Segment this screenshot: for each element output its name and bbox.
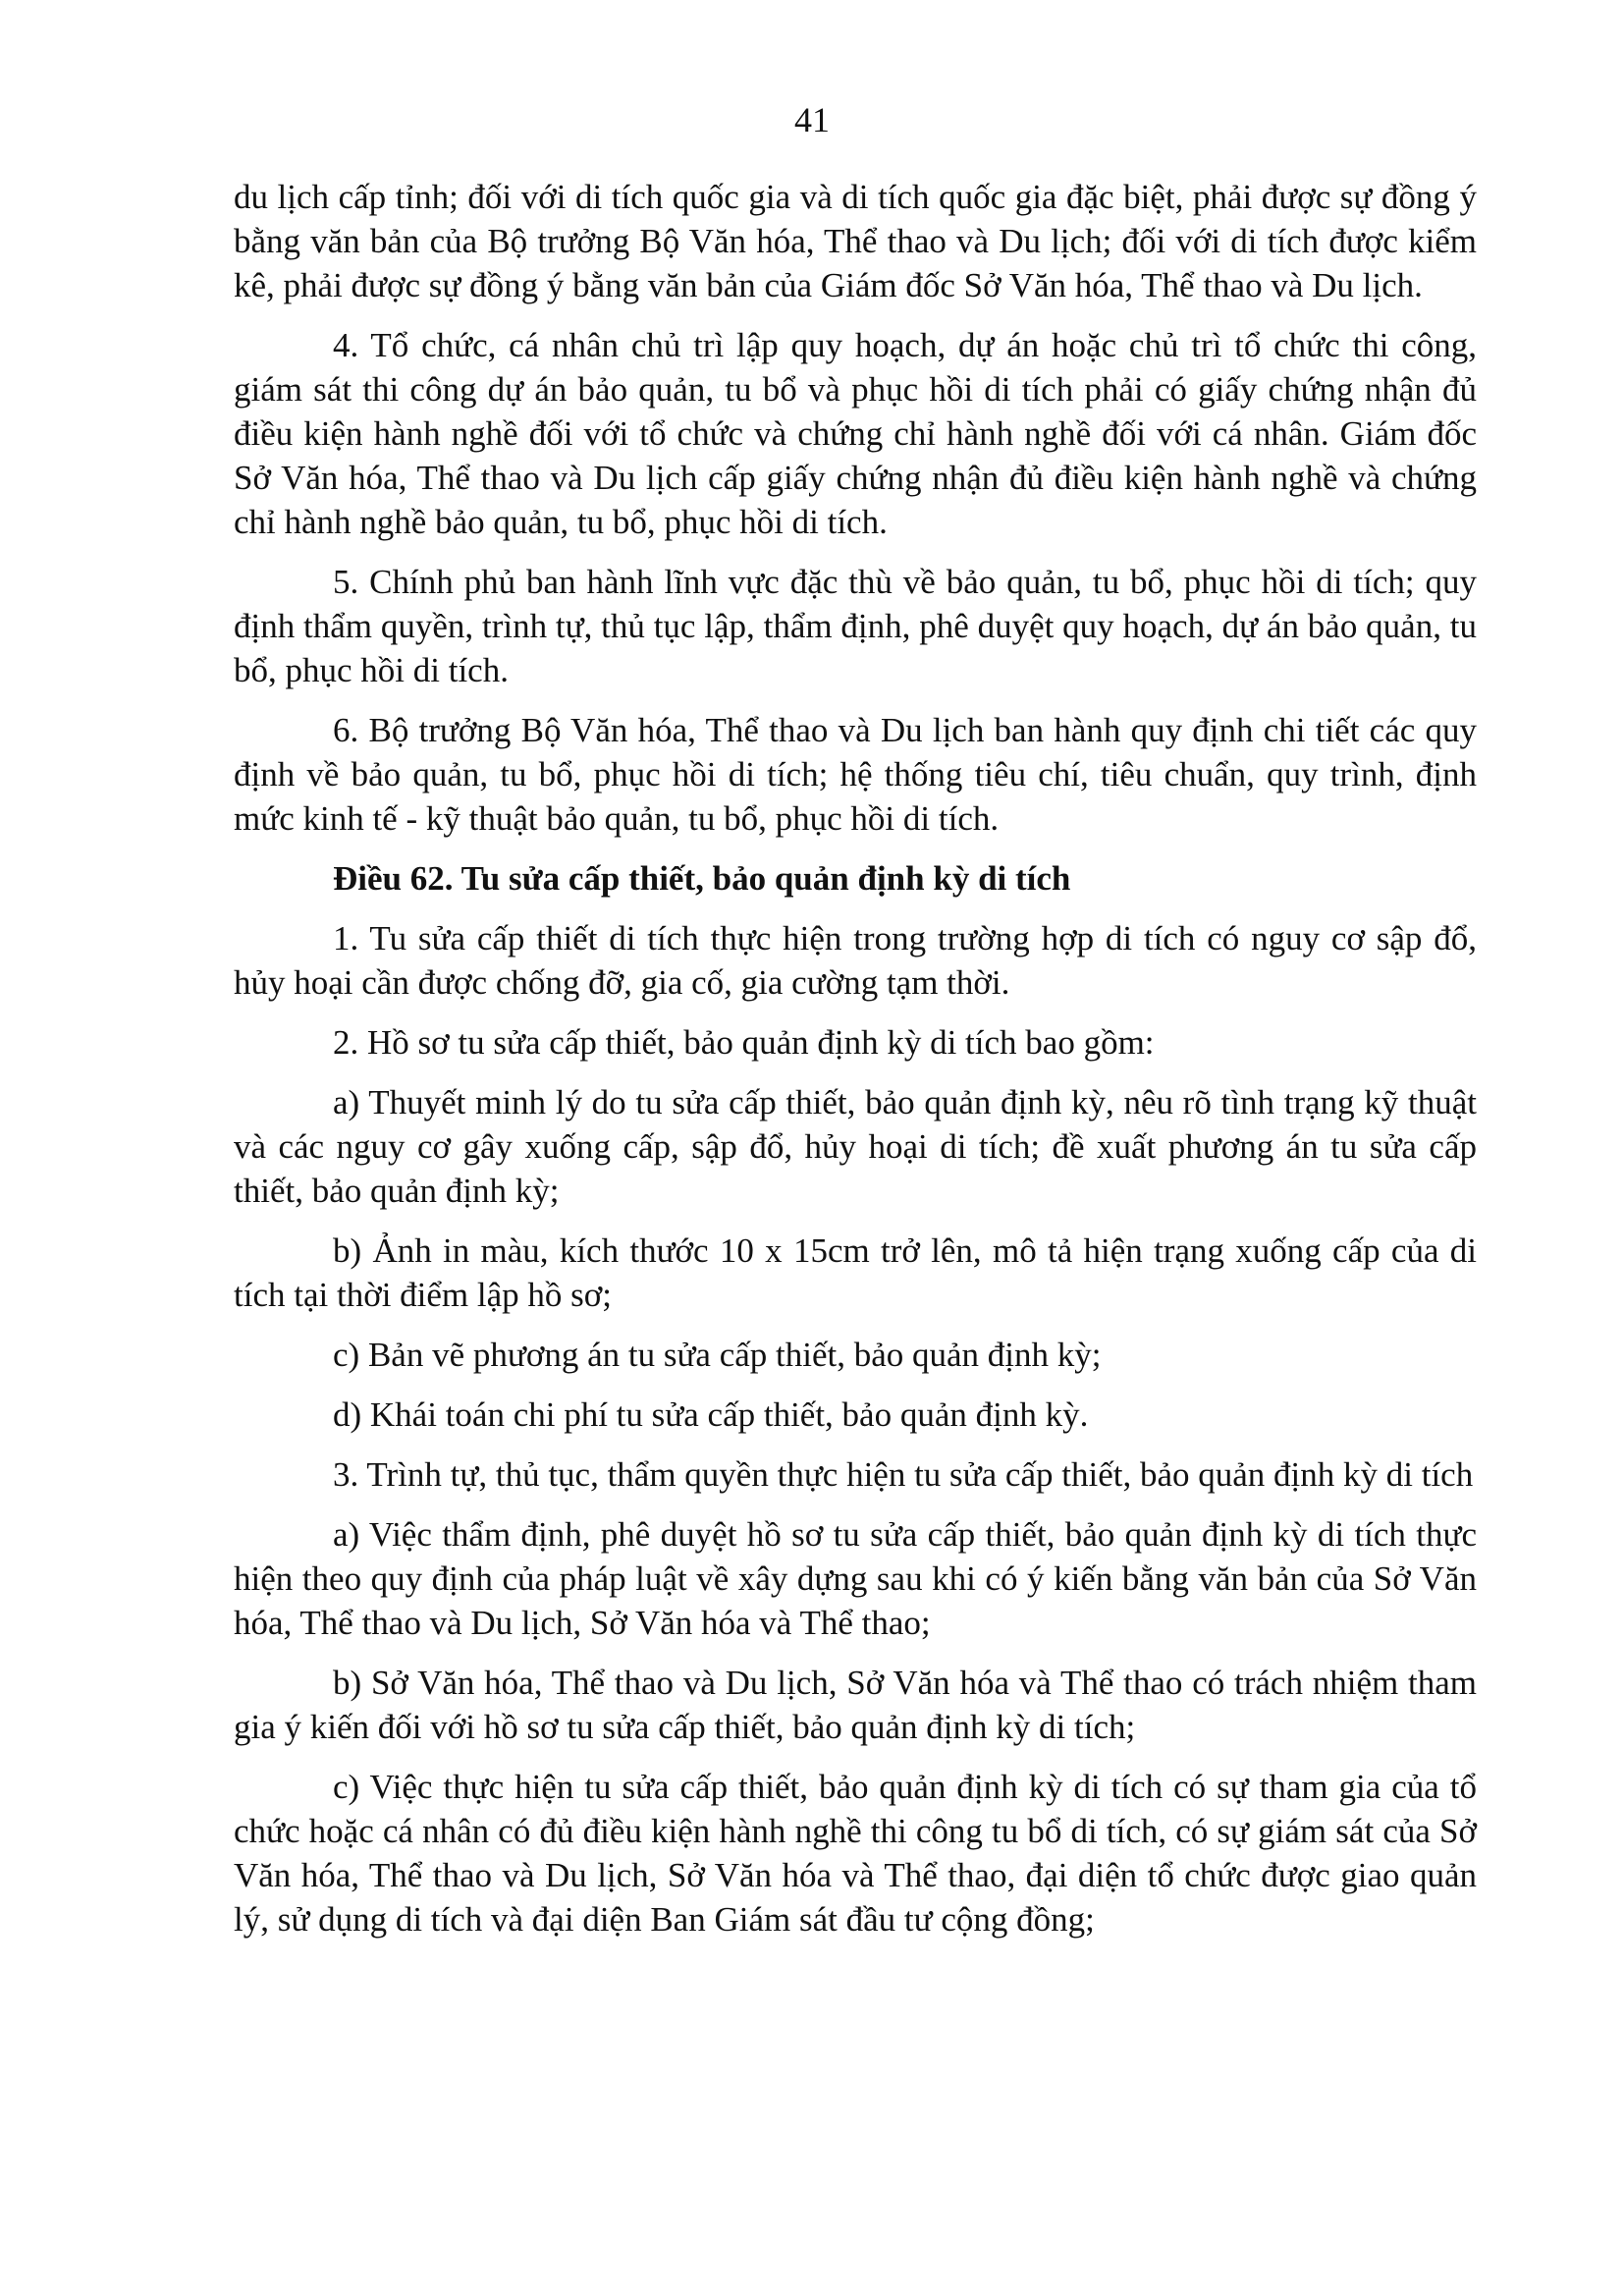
paragraph-item-2a: a) Thuyết minh lý do tu sửa cấp thiết, bảo quản định kỳ, nêu rõ tình trạng kỹ thuật và các nguy cơ gây xuống cấp, sập đổ, hủy hoại di tích; đề xuất phương án tu sửa cấp thiết, bảo quản định kỳ;	[234, 1083, 1477, 1210]
paragraph-item-2b: b) Ảnh in màu, kích thước 10 x 15cm trở lên, mô tả hiện trạng xuống cấp của di tích tại thời điểm lập hồ sơ;	[234, 1231, 1477, 1314]
paragraph-item-2c: c) Bản vẽ phương án tu sửa cấp thiết, bảo quản định kỳ;	[333, 1336, 1102, 1374]
paragraph-item-3c: c) Việc thực hiện tu sửa cấp thiết, bảo quản định kỳ di tích có sự tham gia của tổ chức hoặc cá nhân có đủ điều kiện hành nghề thi công tu bổ di tích, có sự giám sát của Sở Văn hóa, Thể thao và Du lịch, Sở Văn hóa và Thể thao, đại diện tổ chức được giao quản lý, sử dụng di tích và đại diện Ban Giám sát đầu tư cộng đồng;	[234, 1768, 1477, 1939]
paragraph-continuation: du lịch cấp tỉnh; đối với di tích quốc gia và di tích quốc gia đặc biệt, phải được sự đồng ý bằng văn bản của Bộ trưởng Bộ Văn hóa, Thể thao và Du lịch; đối với di tích được kiểm kê, phải được sự đồng ý bằng văn bản của Giám đốc Sở Văn hóa, Thể thao và Du lịch.	[234, 178, 1477, 304]
paragraph-clause-6: 6. Bộ trưởng Bộ Văn hóa, Thể thao và Du lịch ban hành quy định chi tiết các quy định về bảo quản, tu bổ, phục hồi di tích; hệ thống tiêu chí, tiêu chuẩn, quy trình, định mức kinh tế - kỹ thuật bảo quản, tu bổ, phục hồi di tích.	[234, 711, 1477, 838]
paragraph-item-2d: d) Khái toán chi phí tu sửa cấp thiết, bảo quản định kỳ.	[333, 1395, 1089, 1434]
document-body	[234, 175, 1477, 1957]
paragraph-item-3a: a) Việc thẩm định, phê duyệt hồ sơ tu sửa cấp thiết, bảo quản định kỳ di tích thực hiện theo quy định của pháp luật về xây dựng sau khi có ý kiến bằng văn bản của Sở Văn hóa, Thể thao và Du lịch, Sở Văn hóa và Thể thao;	[234, 1515, 1477, 1642]
article-heading: Điều 62. Tu sửa cấp thiết, bảo quản định kỳ di tích	[333, 859, 1071, 898]
paragraph-clause-2: 2. Hồ sơ tu sửa cấp thiết, bảo quản định kỳ di tích bao gồm:	[333, 1023, 1155, 1062]
paragraph-clause-1: 1. Tu sửa cấp thiết di tích thực hiện trong trường hợp di tích có nguy cơ sập đổ, hủy hoại cần được chống đỡ, gia cố, gia cường tạm thời.	[234, 919, 1477, 1002]
page-number: 41	[794, 100, 830, 139]
paragraph-item-3b: b) Sở Văn hóa, Thể thao và Du lịch, Sở Văn hóa và Thể thao có trách nhiệm tham gia ý kiến đối với hồ sơ tu sửa cấp thiết, bảo quản định kỳ di tích;	[234, 1664, 1477, 1746]
paragraph-clause-4: 4. Tổ chức, cá nhân chủ trì lập quy hoạch, dự án hoặc chủ trì tổ chức thi công, giám sát thi công dự án bảo quản, tu bổ và phục hồi di tích phải có giấy chứng nhận đủ điều kiện hành nghề đối với tổ chức và chứng chỉ hành nghề đối với cá nhân. Giám đốc Sở Văn hóa, Thể thao và Du lịch cấp giấy chứng nhận đủ điều kiện hành nghề và chứng chỉ hành nghề bảo quản, tu bổ, phục hồi di tích.	[234, 326, 1477, 541]
paragraph-clause-5: 5. Chính phủ ban hành lĩnh vực đặc thù về bảo quản, tu bổ, phục hồi di tích; quy định thẩm quyền, trình tự, thủ tục lập, thẩm định, phê duyệt quy hoạch, dự án bảo quản, tu bổ, phục hồi di tích.	[234, 563, 1477, 689]
paragraph-clause-3: 3. Trình tự, thủ tục, thẩm quyền thực hiện tu sửa cấp thiết, bảo quản định kỳ di tích	[333, 1455, 1474, 1494]
